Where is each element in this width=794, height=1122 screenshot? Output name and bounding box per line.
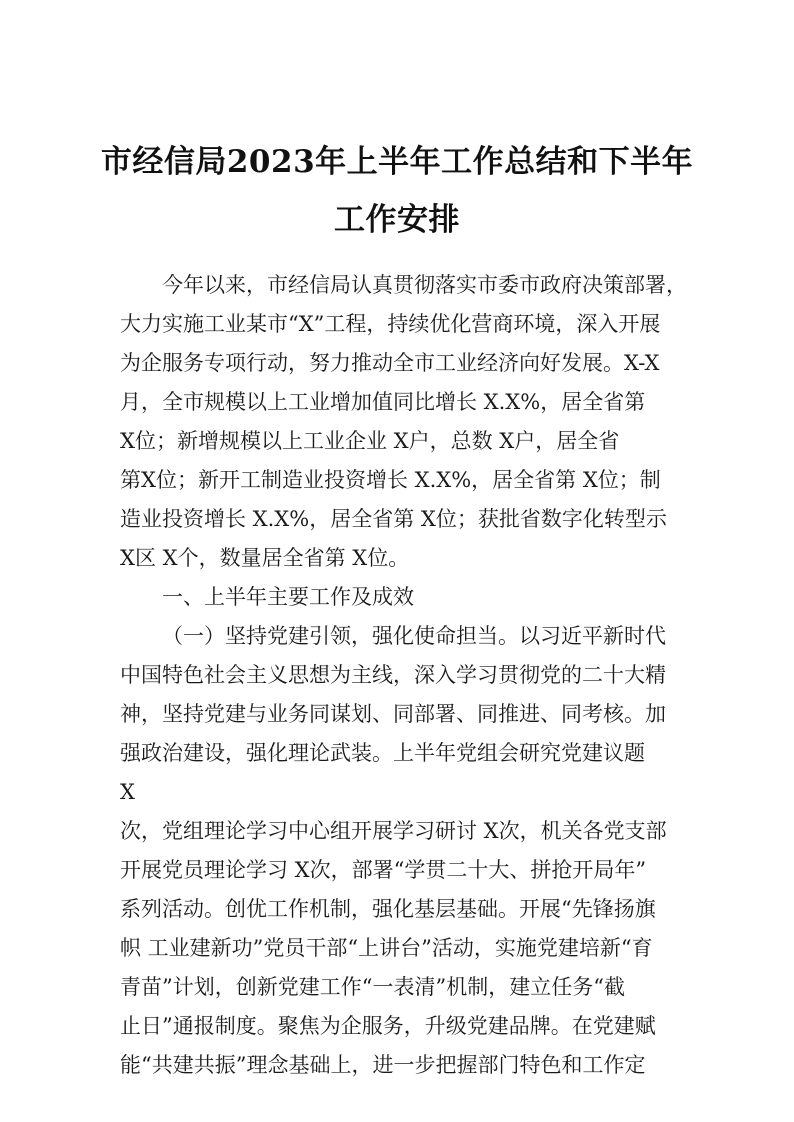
- body-text-line: 月，全市规模以上工业增加值同比增长 X.X%，居全省第: [120, 390, 646, 414]
- body-text-line: 大力实施工业某市“X”工程，持续优化营商环境，深入开展: [120, 312, 661, 336]
- body-text-line: 能“共建共振”理念基础上，进一步把握部门特色和工作定: [120, 1053, 646, 1077]
- body-text-line: 开展党员理论学习 X次，部署“学贯二十大、拼抢开局年”: [120, 858, 647, 882]
- body-text-line: 系列活动。创优工作机制，强化基层基础。开展“先锋扬旗: [120, 897, 656, 921]
- body-text-line: 青苗”计划，创新党建工作“一表清”机制，建立任务“截: [120, 975, 625, 999]
- body-text-line: 次，党组理论学习中心组开展学习研讨 X次，机关各党支部: [120, 819, 667, 843]
- body-text-line: 中国特色社会主义思想为主线，深入学习贯彻党的二十大精: [120, 663, 666, 687]
- body-text-line: 为企服务专项行动，努力推动全市工业经济向好发展。X-X: [120, 351, 660, 375]
- document-body: [120, 266, 690, 1085]
- body-text-line: 帜 工业建新功”党员干部“上讲台”活动，实施党建培新“育: [120, 936, 653, 960]
- body-text-line: 止日”通报制度。聚焦为企服务，升级党建品牌。在党建赋: [120, 1014, 656, 1038]
- body-text-line: （一）坚持党建引领，强化使命担当。以习近平新时代: [162, 624, 666, 648]
- body-text-line: 造业投资增长 X.X%，居全省第 X位；获批省数字化转型示: [120, 507, 667, 531]
- body-text-line: 强政治建设，强化理论武装。上半年党组会研究党建议题: [120, 741, 645, 765]
- body-text-line: 一、上半年主要工作及成效: [162, 585, 414, 609]
- body-text-line: 第X位；新开工制造业投资增长 X.X%，居全省第 X位；制: [120, 468, 661, 492]
- document-title-line-2: 工作安排: [334, 202, 460, 238]
- document-title-line-1: 市经信局2023年上半年工作总结和下半年: [100, 144, 694, 180]
- body-text-line: X: [120, 780, 135, 804]
- body-text-line: X区 X个，数量居全省第 X位。: [120, 546, 410, 570]
- body-text-line: 今年以来，市经信局认真贯彻落实市委市政府决策部署，: [162, 273, 687, 297]
- body-text-line: X位；新增规模以上工业企业 X户，总数 X户，居全省: [120, 429, 620, 453]
- body-text-line: 神，坚持党建与业务同谋划、同部署、同推进、同考核。加: [120, 702, 666, 726]
